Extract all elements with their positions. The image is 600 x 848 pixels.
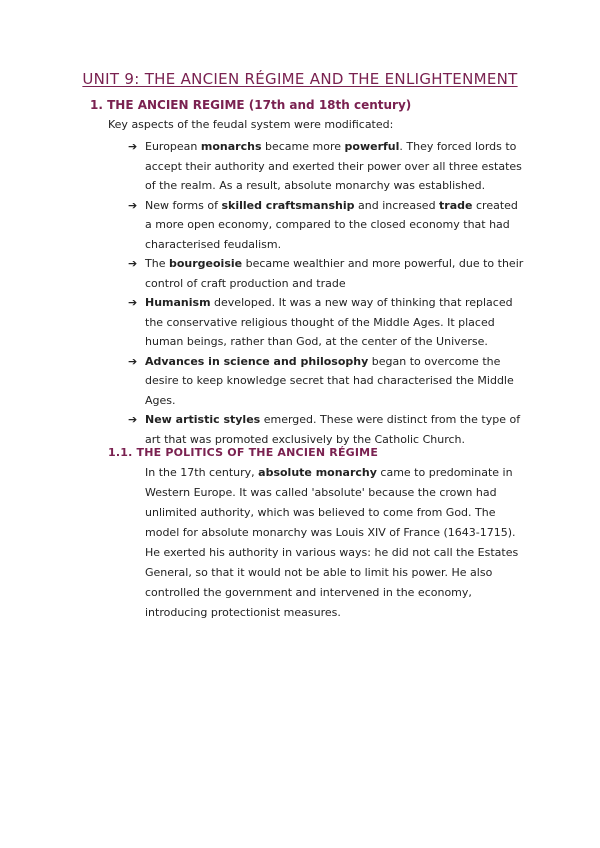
arrow-right-icon: ➔ <box>128 296 138 309</box>
arrow-right-icon: ➔ <box>128 198 138 212</box>
arrow-right-icon: ➔ <box>128 413 138 426</box>
list-item: ➔ Advances in science and philosophy began to overcome the desire to keep knowledge secret that had characterised the Middle Ages. <box>128 352 528 411</box>
list-item: ➔ European monarchs became more powerful. They forced lords to accept their authority and exerted their power over all three estates of the realm. As a result, absolute monarchy was established. <box>128 137 528 196</box>
list-item: ➔ New artistic styles emerged. These were distinct from the type of art that was promoted exclusively by the Catholic Church. <box>128 410 528 449</box>
page-title: UNIT 9: THE ANCIEN RÉGIME AND THE ENLIGHTENMENT <box>82 70 518 88</box>
arrow-right-icon: ➔ <box>128 257 138 270</box>
subsection-heading-politics: 1.1. THE POLITICS OF THE ANCIEN RÉGIME <box>108 446 379 459</box>
list-item: ➔ The bourgeoisie became wealthier and more powerful, due to their control of craft production and trade <box>128 254 528 293</box>
section-intro: Key aspects of the feudal system were modificated: <box>108 118 394 131</box>
section-heading-ancien-regime: 1. THE ANCIEN REGIME (17th and 18th century) <box>90 98 412 112</box>
arrow-right-icon: ➔ <box>128 354 138 368</box>
list-item: ➔ Humanism developed. It was a new way of thinking that replaced the conservative religious thought of the Middle Ages. It placed human beings, rather than God, at the center of the Universe. <box>128 293 528 352</box>
politics-paragraph: In the 17th century, absolute monarchy came to predominate in Western Europe. It was called 'absolute' because the crown had unlimited authority, which was believed to come from God. The model for absolute monarchy was Louis XIV of France (1643-1715). He exerted his authority in various ways: he did not call the Estates General, so that it would not be able to limit his power. He also controlled the government and intervened in the economy, introducing protectionist measures. <box>145 466 519 619</box>
key-aspects-list <box>128 137 528 449</box>
list-item: ➔ New forms of skilled craftsmanship and increased trade created a more open economy, compared to the closed economy that had characterised feudalism. <box>128 196 528 255</box>
arrow-right-icon: ➔ <box>128 140 138 153</box>
